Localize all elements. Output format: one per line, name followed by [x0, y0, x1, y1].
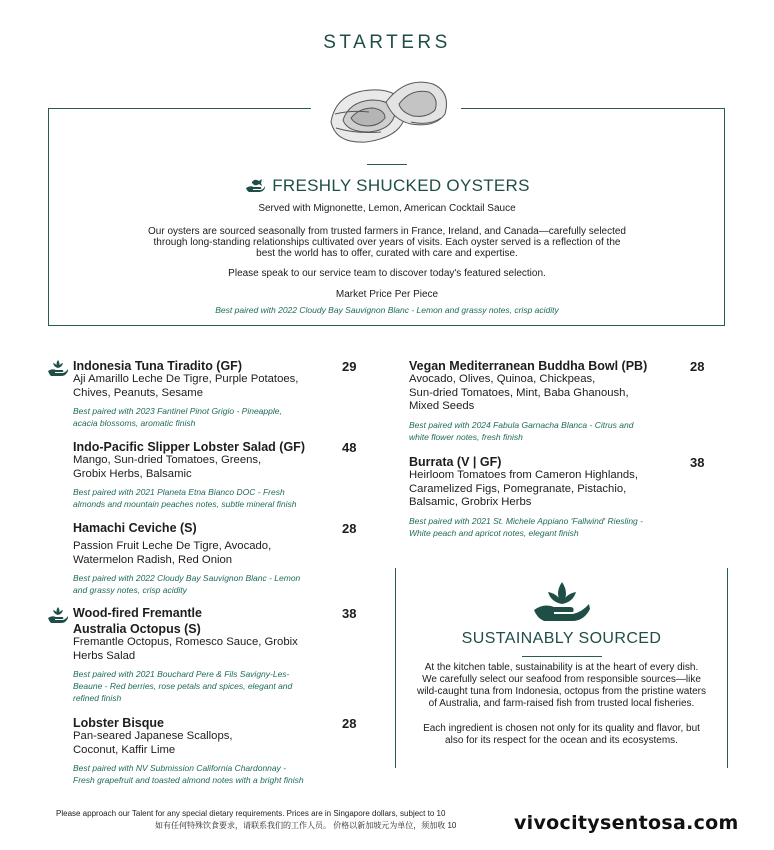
sustainability-text: Each ingredient is chosen not only for its quality and flavor, but	[423, 723, 700, 734]
item-name: Vegan Mediterranean Buddha Bowl (PB)	[409, 359, 648, 373]
oyster-service-note: Please speak to our service team to discover today's featured selection.	[228, 268, 546, 279]
item-pairing: refined finish	[73, 693, 122, 703]
item-pairing: Best paired with NV Submission California Chardonnay -	[73, 763, 287, 773]
item-desc: Passion Fruit Leche De Tigre, Avocado,	[73, 540, 272, 552]
item-price: 29	[342, 359, 357, 374]
oyster-description-line-1: Our oysters are sourced seasonally from trusted farmers in France, Ireland, and Canada—carefully selected	[148, 226, 626, 237]
item-pairing: acacia blossoms, aromatic finish	[73, 418, 196, 428]
sustainability-title: SUSTAINABLY SOURCED	[461, 630, 662, 647]
item-desc: Avocado, Olives, Quinoa, Chickpeas,	[409, 373, 596, 385]
menu-item	[409, 455, 684, 539]
item-price: 28	[342, 521, 357, 536]
menu-item	[73, 716, 353, 786]
item-pairing: Best paired with 2023 Fantinel Pinot Grigio - Pineapple,	[73, 406, 282, 416]
oyster-price-note: Market Price Per Piece	[335, 289, 439, 300]
sustainability-text: We carefully select our seafood from responsible sources—like	[422, 674, 701, 685]
item-desc: Heirloom Tomatoes from Cameron Highlands,	[409, 469, 638, 481]
sustainability-divider	[522, 656, 602, 657]
oyster-description-line-3: best the world has to offer, curated with care and expertise.	[256, 248, 518, 259]
menu-item	[73, 521, 343, 596]
item-name: Lobster Bisque	[73, 716, 164, 730]
item-pairing: and grassy notes, crisp acidity	[73, 585, 187, 595]
item-price: 28	[690, 359, 705, 374]
item-name: Australia Octopus (S)	[73, 622, 201, 636]
item-price: 38	[690, 455, 705, 470]
item-pairing: Best paired with 2021 Bouchard Pere & Fils Savigny-Les-	[73, 669, 290, 679]
item-name: Indonesia Tuna Tiradito (GF)	[73, 359, 242, 373]
item-pairing: almonds and mountain peaches notes, subtle mineral finish	[73, 499, 297, 509]
item-desc: Pan-seared Japanese Scallops,	[73, 730, 233, 742]
sustainability-text: At the kitchen table, sustainability is at the heart of every dish.	[424, 662, 699, 673]
item-name: Burrata (V | GF)	[409, 455, 502, 469]
oyster-title: FRESHLY SHUCKED OYSTERS	[272, 176, 530, 195]
item-desc: Mixed Seeds	[409, 400, 475, 412]
oyster-served-with: Served with Mignonette, Lemon, American Cocktail Sauce	[258, 203, 516, 214]
item-desc: Sun-dried Tomatoes, Mint, Baba Ghanoush,	[409, 386, 629, 399]
oyster-heading	[0, 176, 774, 197]
hand-sprout-icon	[532, 580, 592, 627]
oyster-divider	[367, 164, 407, 165]
item-pairing: Beaune - Red berries, rose petals and spices, elegant and	[73, 681, 293, 691]
sustainability-text: wild-caught tuna from Indonesia, octopus from the pristine waters	[416, 686, 707, 697]
item-pairing: Best paired with 2024 Fabula Garnacha Blanca - Citrus and	[409, 419, 634, 430]
item-pairing: Best paired with 2022 Cloudy Bay Sauvignon Blanc - Lemon	[73, 573, 301, 583]
footer-note-en: Please approach our Talent for any special dietary requirements. Prices are in Singapore dollars, subject to 10	[56, 809, 446, 818]
menu-item	[409, 359, 684, 443]
menu-item	[73, 606, 343, 704]
item-name: Wood-fired Fremantle	[73, 606, 202, 620]
item-pairing: White peach and apricot notes, elegant finish	[409, 527, 579, 538]
item-pairing: Fresh grapefruit and toasted almond notes with a bright finish	[73, 775, 304, 785]
item-desc: Mango, Sun-dried Tomatoes, Greens,	[73, 454, 262, 466]
item-desc: Grobix Herbs, Balsamic	[73, 467, 192, 480]
menu-item	[73, 359, 343, 429]
item-pairing: Best paired with 2021 Planeta Etna Bianco DOC - Fresh	[73, 487, 285, 497]
item-desc: Watermelon Radish, Red Onion	[73, 553, 233, 566]
item-desc: Fremantle Octopus, Romesco Sauce, Grobix	[73, 636, 298, 648]
oyster-pairing: Best paired with 2022 Cloudy Bay Sauvignon Blanc - Lemon and grassy notes, crisp acidity	[215, 305, 559, 315]
watermark: vivocitysentosa.com	[510, 812, 743, 834]
item-desc: Herbs Salad	[73, 649, 136, 662]
sustainable-hand-icon	[47, 358, 69, 381]
hand-fish-icon	[244, 176, 266, 197]
item-desc: Coconut, Kaffir Lime	[73, 743, 176, 756]
item-desc: Aji Amarillo Leche De Tigre, Purple Potatoes,	[73, 373, 299, 385]
item-pairing: white flower notes, fresh finish	[409, 431, 523, 442]
menu-item	[73, 440, 343, 510]
item-price: 48	[342, 440, 357, 455]
item-price: 28	[342, 716, 357, 731]
item-desc: Balsamic, Grobrix Herbs	[409, 496, 532, 508]
item-name: Indo-Pacific Slipper Lobster Salad (GF)	[73, 440, 305, 454]
oyster-description-line-2: through long-standing relationships cultivated over years of visits. Each oyster served is a reflection of the	[153, 237, 621, 248]
sustainable-hand-icon	[47, 605, 69, 628]
item-price: 38	[342, 606, 357, 621]
item-desc: Chives, Peanuts, Sesame	[73, 386, 203, 399]
sustainability-text: also for its respect for the ocean and its ecosystems.	[445, 735, 678, 746]
item-desc: Caramelized Figs, Pomegranate, Pistachio,	[409, 482, 627, 495]
item-pairing: Best paired with 2021 St. Michele Appiano 'Fallwind' Riesling -	[409, 515, 643, 526]
section-title: STARTERS	[323, 32, 451, 53]
item-name: Hamachi Ceviche (S)	[73, 521, 197, 535]
sustainability-text: of Australia, and farm-raised fish from trusted local fisheries.	[428, 698, 695, 709]
footer-note-zh: 如有任何特殊饮食要求，请联系我们的工作人员。 价格以新加坡元为单位，须加收 10	[155, 821, 457, 830]
oyster-illustration	[311, 62, 461, 154]
